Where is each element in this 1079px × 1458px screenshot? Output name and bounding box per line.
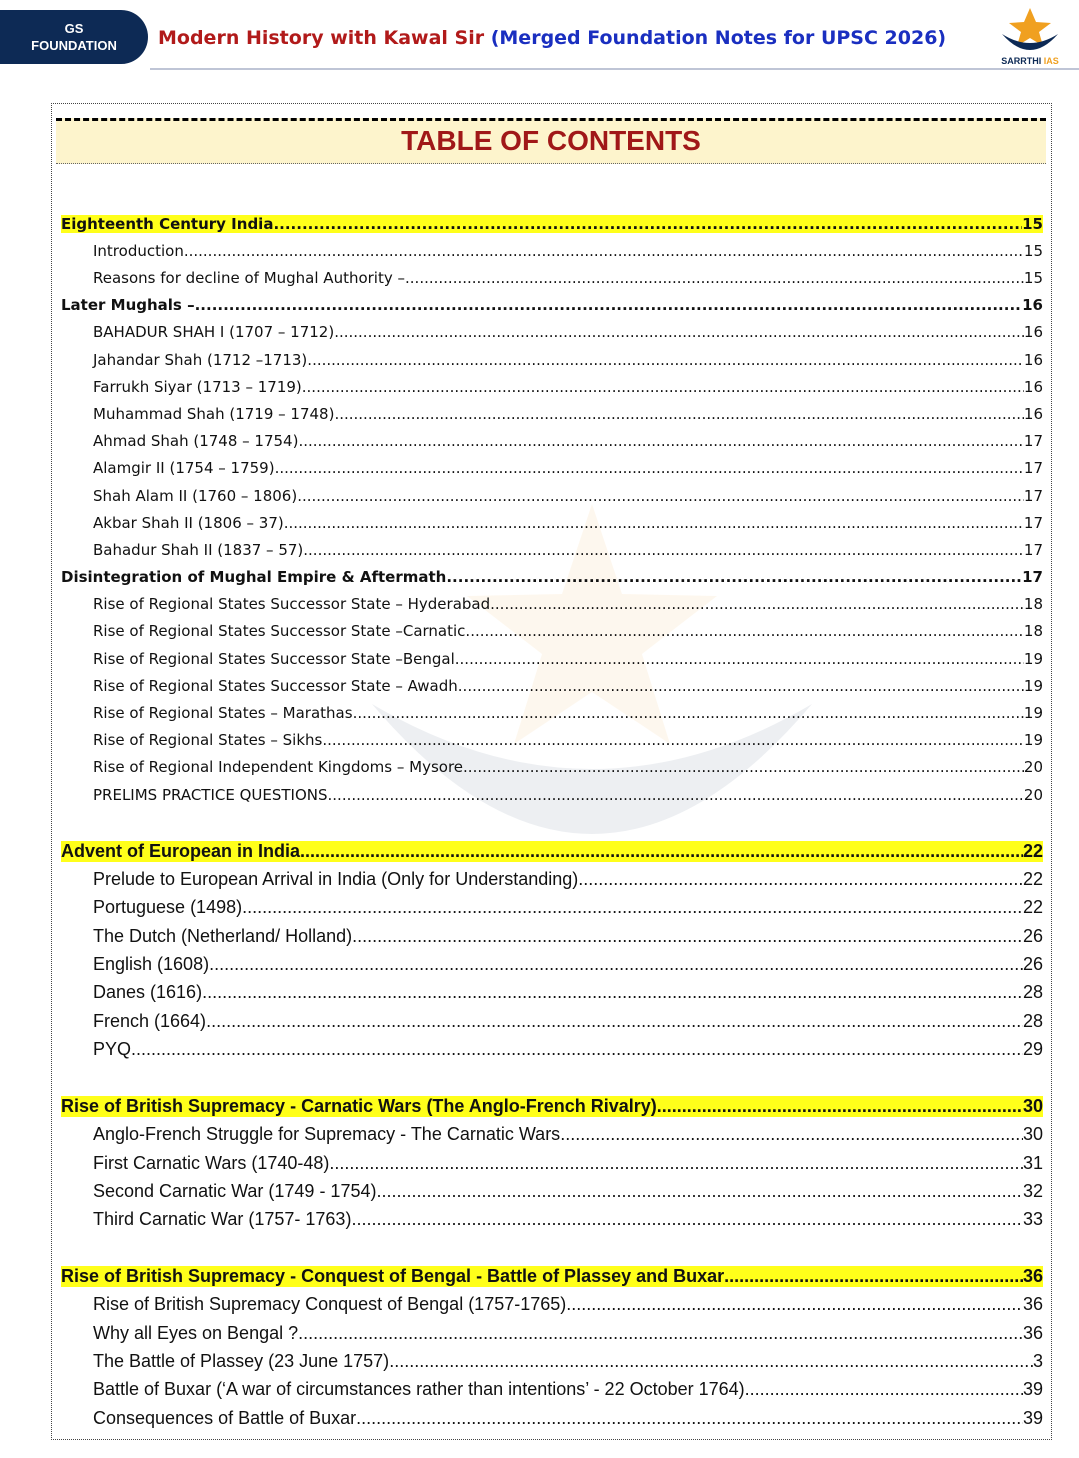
entry-label: Eighteenth Century India: [61, 215, 274, 233]
entry-page: 17: [1022, 568, 1043, 586]
leader-dots: [578, 869, 1023, 890]
leader-dots: [284, 514, 1024, 532]
toc-section[interactable]: [61, 1153, 1043, 1174]
toc-chapter[interactable]: [61, 296, 1043, 314]
entry-label: Introduction: [93, 242, 184, 260]
toc-title: TABLE OF CONTENTS: [401, 125, 701, 156]
toc-chapter[interactable]: [61, 1096, 1043, 1117]
entry-label: Rise of Regional States – Sikhs: [93, 731, 323, 749]
toc-section[interactable]: [61, 1124, 1043, 1145]
entry-page: 16: [1023, 405, 1043, 423]
entry-page: 32: [1022, 1181, 1043, 1201]
entry-label: Second Carnatic War (1749 - 1754): [93, 1181, 377, 1201]
entry-page: 17: [1023, 459, 1043, 477]
entry-label: First Carnatic Wars (1740-48): [93, 1153, 330, 1173]
toc-section[interactable]: [61, 1351, 1043, 1372]
leader-dots: [195, 296, 1023, 314]
leader-dots: [300, 841, 1023, 862]
entry-page: 30: [1022, 1124, 1043, 1144]
toc-section[interactable]: [61, 323, 1043, 341]
toc-section[interactable]: [61, 704, 1043, 722]
entry-page: 22: [1022, 869, 1043, 889]
entry-page: 18: [1023, 595, 1043, 613]
entry-label: Rise of Regional Independent Kingdoms – Mysore: [93, 758, 464, 776]
toc-section[interactable]: [61, 1294, 1043, 1315]
entry-label: Rise of British Supremacy - Conquest of Bengal - Battle of Plassey and Buxar: [61, 1266, 725, 1286]
entry-page: 28: [1022, 982, 1043, 1002]
badge-line-2: FOUNDATION: [31, 38, 117, 53]
entry-label: Reasons for decline of Mughal Authority –: [93, 269, 406, 287]
toc-section[interactable]: [61, 786, 1043, 804]
header-title-main: Modern History with Kawal Sir: [158, 27, 491, 49]
leader-dots: [352, 926, 1023, 947]
entry-page: 19: [1023, 731, 1043, 749]
entry-page: 20: [1023, 786, 1043, 804]
entry-page: 17: [1023, 514, 1043, 532]
leader-dots: [184, 242, 1024, 260]
toc-section[interactable]: [61, 487, 1043, 505]
entry-page: 29: [1022, 1039, 1043, 1059]
toc-section[interactable]: [61, 1408, 1043, 1429]
toc-chapter[interactable]: [61, 568, 1043, 586]
entry-page: 36: [1022, 1323, 1043, 1343]
leader-dots: [334, 323, 1024, 341]
leader-dots: [209, 954, 1023, 975]
entry-label: Battle of Buxar (‘A war of circumstances rather than intentions’ - 22 October 1764): [93, 1379, 745, 1399]
badge-line-1: GS: [64, 21, 84, 36]
entry-page: 19: [1023, 650, 1043, 668]
entry-page: 33: [1022, 1209, 1043, 1229]
entry-page: 39: [1022, 1379, 1043, 1399]
entry-page: 19: [1023, 677, 1043, 695]
entry-page: 16: [1023, 323, 1043, 341]
entry-label: Bahadur Shah II (1837 – 57): [93, 541, 304, 559]
leader-dots: [298, 1323, 1023, 1344]
entry-page: 20: [1023, 758, 1043, 776]
entry-label: Rise of Regional States Successor State –Bengal: [93, 650, 455, 668]
leader-dots: [242, 897, 1023, 918]
entry-label: Consequences of Battle of Buxar: [93, 1408, 357, 1428]
toc-section[interactable]: [61, 1209, 1043, 1230]
entry-label: Alamgir II (1754 – 1759): [93, 459, 275, 477]
logo-suffix: IAS: [1043, 56, 1059, 66]
toc-chapter[interactable]: [61, 1266, 1043, 1287]
entry-page: 15: [1022, 215, 1043, 233]
header-title: [158, 27, 946, 49]
entry-label: Prelude to European Arrival in India (Only for Understanding): [93, 869, 579, 889]
entry-page: 19: [1023, 704, 1043, 722]
leader-dots: [455, 650, 1024, 668]
entry-page: 30: [1022, 1096, 1043, 1116]
entry-page: 22: [1022, 841, 1043, 861]
leader-dots: [560, 1124, 1023, 1145]
page-header: [0, 0, 1079, 74]
leader-dots: [745, 1379, 1023, 1400]
entry-label: Rise of Regional States – Marathas: [93, 704, 353, 722]
entry-page: 3: [1032, 1351, 1043, 1371]
leader-dots: [302, 378, 1024, 396]
toc-section[interactable]: [61, 269, 1043, 287]
entry-label: French (1664): [93, 1011, 207, 1031]
entry-label: Jahandar Shah (1712 –1713): [93, 351, 308, 369]
toc-section[interactable]: [61, 954, 1043, 975]
toc-section[interactable]: [61, 242, 1043, 260]
entry-page: 22: [1022, 897, 1043, 917]
header-divider: [150, 68, 1079, 70]
leader-dots: [273, 215, 1022, 233]
leader-dots: [353, 704, 1024, 722]
entry-label: PYQ: [93, 1039, 132, 1059]
leader-dots: [307, 351, 1024, 369]
entry-label: Later Mughals –: [61, 296, 195, 314]
toc-section[interactable]: [61, 622, 1043, 640]
entry-page: 17: [1023, 432, 1043, 450]
entry-label: The Dutch (Netherland/ Holland): [93, 926, 353, 946]
entry-label: PRELIMS PRACTICE QUESTIONS: [93, 786, 328, 804]
entry-label: Rise of Regional States Successor State –Carnatic: [93, 622, 466, 640]
entry-label: Akbar Shah II (1806 – 37): [93, 514, 284, 532]
toc-section[interactable]: [61, 351, 1043, 369]
leader-dots: [351, 1209, 1023, 1230]
leader-dots: [202, 982, 1023, 1003]
leader-dots: [356, 1408, 1023, 1429]
leader-dots: [389, 1351, 1033, 1372]
toc-section[interactable]: [61, 1181, 1043, 1202]
entry-label: The Battle of Plassey (23 June 1757): [93, 1351, 390, 1371]
entry-page: 16: [1023, 351, 1043, 369]
entry-page: 16: [1022, 296, 1043, 314]
toc-section[interactable]: [61, 1323, 1043, 1344]
header-title-sub: (Merged Foundation Notes for UPSC 2026): [490, 27, 947, 49]
toc-section[interactable]: [61, 897, 1043, 918]
leader-dots: [724, 1266, 1023, 1287]
entry-label: Disintegration of Mughal Empire & Aftermath: [61, 568, 447, 586]
entry-label: Rise of Regional States Successor State – Awadh: [93, 677, 458, 695]
entry-label: Shah Alam II (1760 – 1806): [93, 487, 298, 505]
entry-label: Rise of Regional States Successor State – Hyderabad: [93, 595, 491, 613]
leader-dots: [405, 269, 1024, 287]
toc-title-box: [56, 118, 1046, 164]
entry-label: Rise of British Supremacy - Carnatic Wars (The Anglo-French Rivalry): [61, 1096, 657, 1116]
toc-section[interactable]: [61, 982, 1043, 1003]
toc-section[interactable]: [61, 1011, 1043, 1032]
entry-page: 36: [1022, 1294, 1043, 1314]
entry-label: Advent of European in India: [61, 841, 301, 861]
entry-page: 15: [1023, 269, 1043, 287]
toc-section[interactable]: [61, 1039, 1043, 1060]
leader-dots: [334, 405, 1023, 423]
toc-section[interactable]: [61, 1379, 1043, 1400]
toc-section[interactable]: [61, 595, 1043, 613]
toc-section[interactable]: [61, 758, 1043, 776]
leader-dots: [463, 758, 1024, 776]
toc-section[interactable]: [61, 869, 1043, 890]
entry-page: 36: [1022, 1266, 1043, 1286]
entry-page: 31: [1022, 1153, 1043, 1173]
toc-section[interactable]: [61, 731, 1043, 749]
toc-section[interactable]: [61, 514, 1043, 532]
leader-dots: [566, 1294, 1023, 1315]
leader-dots: [206, 1011, 1023, 1032]
leader-dots: [275, 459, 1024, 477]
entry-label: BAHADUR SHAH I (1707 – 1712): [93, 323, 335, 341]
toc-chapter[interactable]: [61, 215, 1043, 233]
entry-label: Ahmad Shah (1748 – 1754): [93, 432, 299, 450]
entry-label: Danes (1616): [93, 982, 203, 1002]
entry-page: 15: [1023, 242, 1043, 260]
leader-dots: [328, 786, 1024, 804]
leader-dots: [329, 1153, 1023, 1174]
leader-dots: [657, 1096, 1023, 1117]
gs-foundation-badge: [0, 10, 148, 64]
entry-label: Anglo-French Struggle for Supremacy - The Carnatic Wars: [93, 1124, 561, 1144]
toc-section[interactable]: [61, 378, 1043, 396]
toc-chapter[interactable]: [61, 841, 1043, 862]
leader-dots: [490, 595, 1024, 613]
leader-dots: [458, 677, 1024, 695]
entry-page: 26: [1022, 926, 1043, 946]
toc-section[interactable]: [61, 926, 1043, 947]
entry-page: 16: [1023, 378, 1043, 396]
toc-section[interactable]: [61, 459, 1043, 477]
leader-dots: [446, 568, 1022, 586]
entry-page: 17: [1023, 487, 1043, 505]
leader-dots: [465, 622, 1023, 640]
toc-section[interactable]: [61, 541, 1043, 559]
entry-label: Rise of British Supremacy Conquest of Bengal (1757-1765): [93, 1294, 567, 1314]
entry-page: 26: [1022, 954, 1043, 974]
logo-word: SARRTHI: [1001, 56, 1042, 66]
toc-section[interactable]: [61, 405, 1043, 423]
entry-page: 18: [1023, 622, 1043, 640]
entry-label: Why all Eyes on Bengal ?: [93, 1323, 299, 1343]
leader-dots: [376, 1181, 1022, 1202]
leader-dots: [322, 731, 1024, 749]
leader-dots: [131, 1039, 1023, 1060]
entry-label: Muhammad Shah (1719 – 1748): [93, 405, 335, 423]
toc-section[interactable]: [61, 650, 1043, 668]
toc-section[interactable]: [61, 677, 1043, 695]
logo-wordmark: [990, 56, 1070, 66]
toc-section[interactable]: [61, 432, 1043, 450]
leader-dots: [303, 541, 1024, 559]
leader-dots: [297, 487, 1024, 505]
entry-label: Third Carnatic War (1757- 1763): [93, 1209, 352, 1229]
entry-page: 39: [1022, 1408, 1043, 1428]
entry-label: Portuguese (1498): [93, 897, 243, 917]
entry-page: 17: [1023, 541, 1043, 559]
entry-label: Farrukh Siyar (1713 – 1719): [93, 378, 302, 396]
entry-label: English (1608): [93, 954, 210, 974]
leader-dots: [298, 432, 1023, 450]
entry-page: 28: [1022, 1011, 1043, 1031]
